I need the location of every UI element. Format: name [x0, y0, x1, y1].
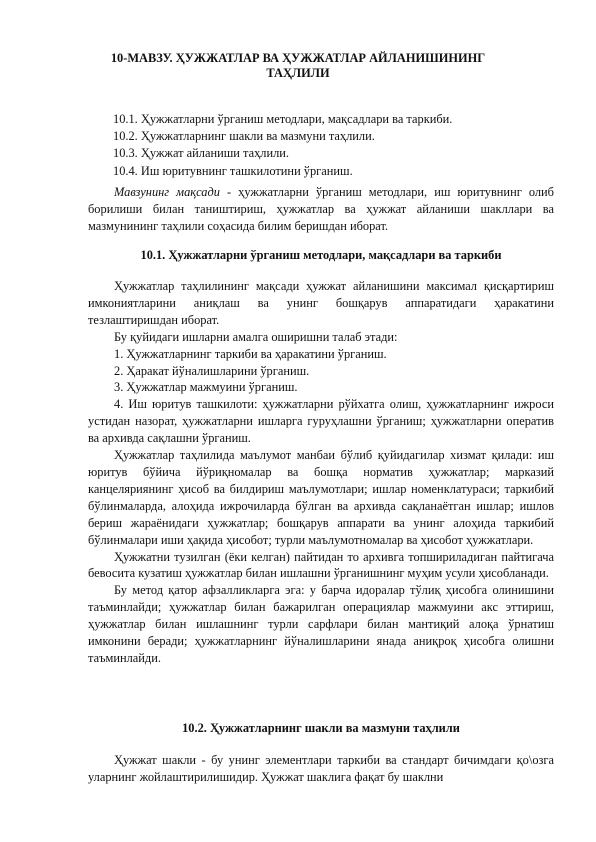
paragraph: Ҳужжатлар таҳлилининг мақсади ҳужжат айланишини максимал қисқартириш имкониятларини аниқлаш ва унинг бошқарув аппаратидаги ҳаракатини тезлаштиришдан иборат. — [88, 279, 554, 327]
title-line-2: ТАҲЛИЛИ — [266, 66, 330, 80]
paragraph: Ҳужжатни тузилган (ёки келган) пайтидан то архивга топшириладиган пайтигача бевосита кузатиш ҳужжатлар билан ишлашни ўрганишнинг муҳим усули ҳисобланади. — [88, 549, 554, 581]
title-line-1: 10-МАВЗУ. ҲУЖЖАТЛАР ВА ҲУЖЖАТЛАР АЙЛАНИШИНИНГ — [110, 51, 486, 65]
paragraph: Бу метод қатор афзалликларга эга: у барча идоралар тўлиқ ҳисобга олинишини таъминлайди; ҳужжатлар билан бажарилган операциялар мажмуини акс эттириш, ҳужжатлар билан ишлашнинг турли сарфлари билан мантиқий алоқа ўрнатиш имконини беради; ҳужжатларнинг йўналишларини янада аниқроқ ҳисобга олишни таъминлайди. — [88, 583, 554, 665]
table-of-contents — [113, 111, 452, 180]
toc-item: 10.2. Ҳужжатларнинг шакли ва мазмуни таҳлили. — [113, 129, 375, 144]
page-title — [60, 51, 536, 81]
list-item: 4. Иш юритув ташкилоти: ҳужжатларни рўйхатга олиш, ҳужжатларнинг ижроси устидан назорат, ҳужжатларни ишларга гуруҳлашни ўрганиш; ҳужжатларни оператив ва архивда сақлашни ўрганиш. — [88, 397, 554, 446]
list-item: 2. Ҳаракат йўналишларини ўрганиш. — [114, 363, 310, 378]
paragraph: Ҳужжат шакли - бу унинг элементлари таркиби ва стандарт бичимдаги қо\озга уларнинг жойлаштирилишидир. Ҳужжат шаклига фақат бу шаклни — [88, 753, 554, 784]
paragraph: Ҳужжатлар таҳлилида маълумот манбаи бўлиб қуйидагилар хизмат қилади: иш юритув бўйича йўриқномалар ва бошқа норматив ҳужжатлар; марказий канцеляриянинг ҳисоб ва билдириш маълумотлари; ишлар номенклатураси; таркибий бўлинмаларда, алоҳида ижрочиларда бўлган ва архивда сақланаётган ишлар; ишлов бериш жараёнидаги ҳужжатлар; бошқарув аппарати ва унинг алоҳида таркибий бўлинмалари иши ҳақида ҳисобот; турли маълумотномалар ва ҳисобот ҳужжатлари. — [88, 448, 554, 547]
section-2-heading: 10.2. Ҳужжатларнинг шакли ва мазмуни таҳлили — [182, 721, 460, 735]
toc-item: 10.3. Ҳужжат айланиши таҳлили. — [113, 146, 290, 161]
goal-text: - ҳужжатларни ўрганиш методлари, иш юритувнинг олиб борилиши билан таништириш, ҳужжатлар ва ҳужжат айланиши шакллари ва мазмунининг таҳлили соҳасида билим беришдан иборат. — [88, 185, 554, 233]
list-item: 3. Ҳужжатлар мажмуини ўрганиш. — [114, 380, 298, 395]
goal-label: Мавзунинг мақсади — [114, 185, 220, 199]
goal-paragraph — [88, 184, 554, 235]
toc-item: 10.4. Иш юритувнинг ташкилотини ўрганиш. — [113, 163, 353, 178]
section-1-heading: 10.1. Ҳужжатларни ўрганиш методлари, мақсадлари ва таркиби — [140, 248, 502, 262]
paragraph: Бу қуйидаги ишларни амалга оширишни талаб этади: — [114, 329, 398, 344]
list-item: 1. Ҳужжатларнинг таркиби ва ҳаракатини ўрганиш. — [114, 346, 387, 361]
section-2-body — [88, 752, 554, 786]
section-1-body — [88, 278, 554, 667]
toc-item: 10.1. Ҳужжатларни ўрганиш методлари, мақсадлари ва таркиби. — [113, 112, 453, 126]
